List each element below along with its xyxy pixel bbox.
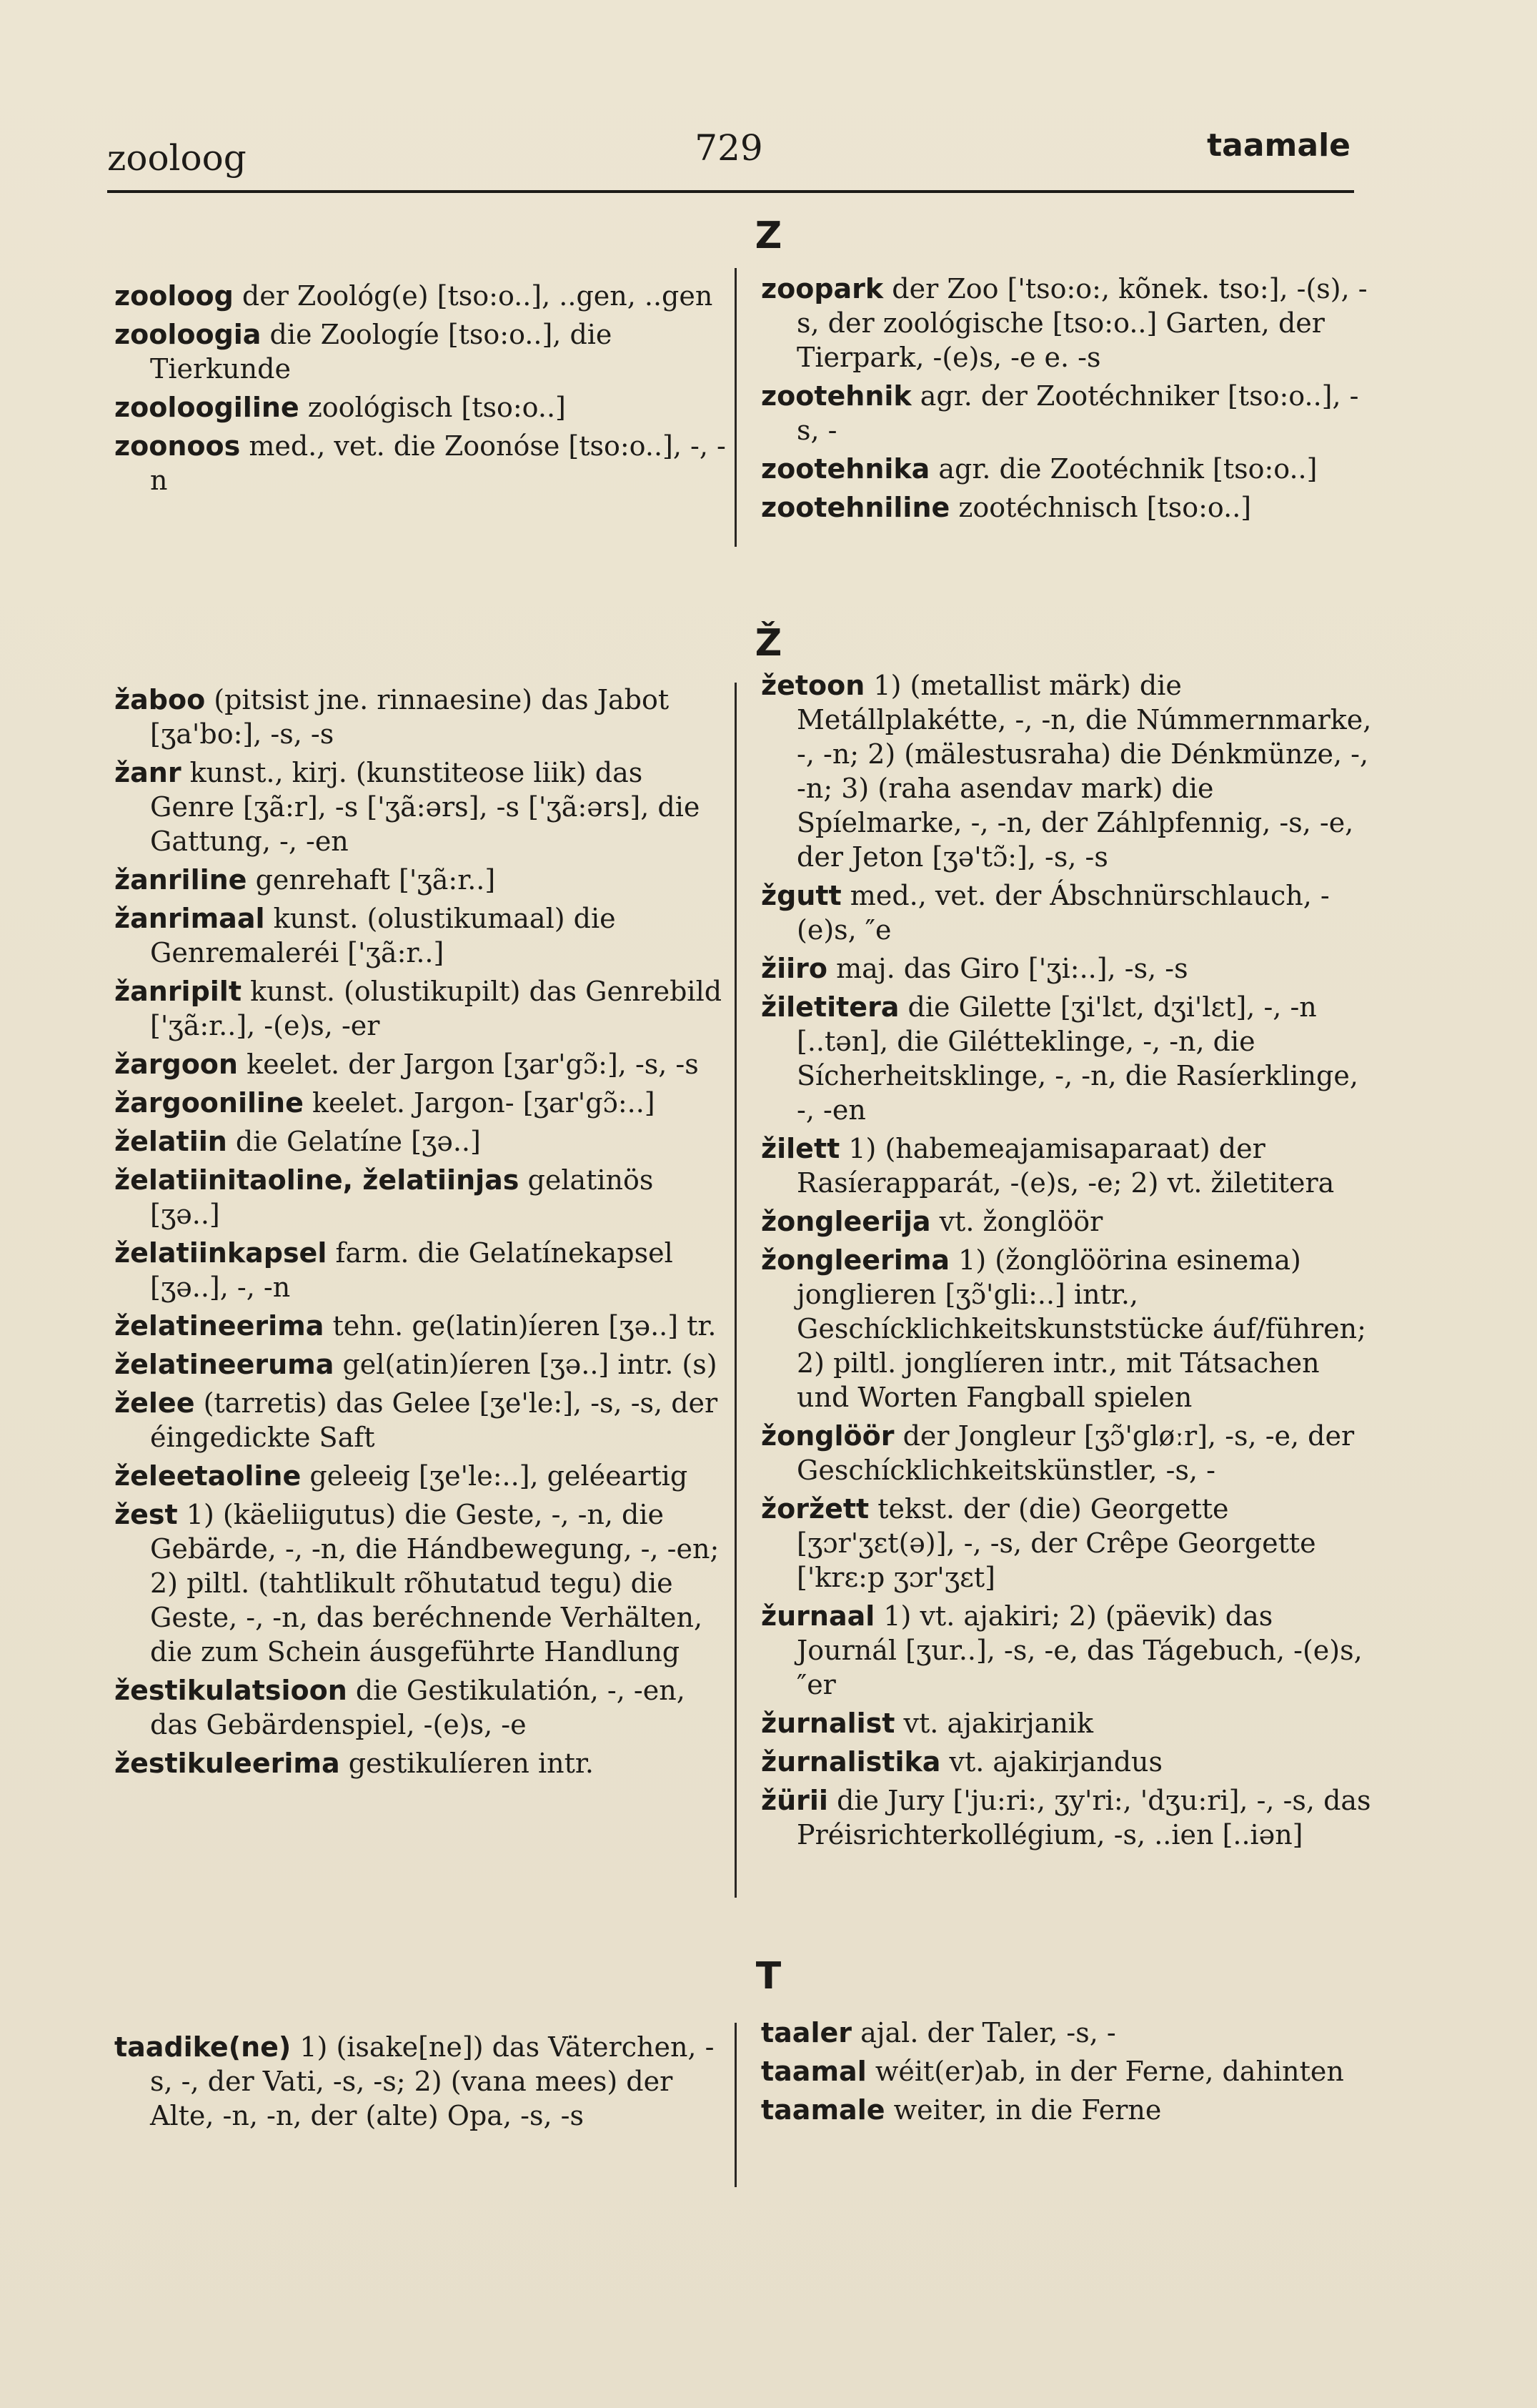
column-divider	[735, 268, 737, 547]
headword: zootehniline	[761, 492, 950, 523]
entry	[761, 1706, 1376, 1740]
entry	[761, 379, 1376, 447]
definition: gestikulíeren intr.	[348, 1748, 594, 1779]
definition: keelet. Jargon- [ʒar'gɔ̃:..]	[312, 1087, 655, 1119]
entry	[761, 951, 1376, 986]
entry	[761, 1783, 1376, 1852]
definition: agr. die Zootéchnik [tso:o..]	[938, 453, 1318, 485]
running-head	[107, 127, 1351, 184]
headword: želeetaoline	[114, 1460, 302, 1492]
definition: vt. žonglöör	[939, 1206, 1103, 1237]
definition: kunst. (olustikumaal) die Genremaleréi ['ʒã:r..]	[150, 903, 616, 968]
headword: taamale	[761, 2094, 885, 2126]
headword: taamal	[761, 2056, 867, 2087]
definition: zootéchnisch [tso:o..]	[958, 492, 1252, 523]
entry	[114, 1347, 729, 1382]
entry	[761, 1419, 1376, 1487]
headword: zooloogiline	[114, 392, 299, 423]
headword: zootehnika	[761, 453, 930, 485]
definition: gel(atin)íeren [ʒə..] intr. (s)	[342, 1349, 717, 1380]
headword: želatiinitaoline, želatiinjas	[114, 1164, 519, 1196]
definition: farm. die Gelatínekapsel [ʒə..], -, -n	[150, 1237, 673, 1303]
header-rule	[107, 190, 1354, 193]
section-zcaron-left-column	[114, 683, 729, 1785]
definition: vt. ajakirjanik	[903, 1708, 1093, 1739]
headword: žiletitera	[761, 991, 900, 1023]
entry	[114, 2030, 729, 2133]
headword: žilett	[761, 1133, 840, 1164]
entry	[114, 390, 729, 425]
entry	[761, 272, 1376, 375]
headword: žgutt	[761, 880, 842, 911]
headword: žongleerija	[761, 1206, 931, 1237]
definition: 1) (habemeajamisaparaat) der Rasíerapparát, -(e)s, -e; 2) vt. žiletitera	[797, 1133, 1335, 1199]
entry	[761, 1492, 1376, 1595]
entry	[761, 1131, 1376, 1200]
entry	[761, 1599, 1376, 1702]
headword: žestikulatsioon	[114, 1675, 347, 1706]
entry	[114, 1086, 729, 1120]
headword: zoopark	[761, 273, 884, 304]
entry	[114, 974, 729, 1043]
headword: zootehnik	[761, 380, 912, 412]
section-letter-t: T	[755, 1955, 782, 1998]
entry	[761, 1204, 1376, 1239]
definition: der Zoo ['tso:o:, kõnek. tso:], -(s), -s, der zoológische [tso:o..] Garten, der Tierpark, -(e)s, -e e. -s	[797, 273, 1368, 373]
column-divider	[735, 2023, 737, 2187]
headword: žongleerima	[761, 1244, 950, 1276]
entry	[761, 452, 1376, 486]
headword: zoonoos	[114, 430, 241, 462]
definition: der Jongleur [ʒɔ̃'gløːr], -s, -e, der Geschícklichkeitskünstler, -s, -	[797, 1420, 1355, 1486]
entry	[114, 1746, 729, 1780]
headword: žiiro	[761, 953, 828, 984]
headword: žaboo	[114, 684, 206, 715]
entry	[114, 1673, 729, 1742]
entry	[114, 901, 729, 970]
headword: želatiinkapsel	[114, 1237, 327, 1269]
definition: der Zoológ(e) [tso:o..], ..gen, ..gen	[242, 280, 713, 312]
headword: žanr	[114, 757, 181, 788]
entry	[114, 279, 729, 313]
page-number: 729	[695, 127, 763, 169]
entry	[761, 2016, 1376, 2050]
entry	[114, 1163, 729, 1232]
entry	[761, 668, 1376, 874]
definition: kunst. (olustikupilt) das Genrebild ['ʒã:r..], -(e)s, -er	[150, 976, 722, 1041]
definition: wéit(er)ab, in der Ferne, dahinten	[875, 2056, 1344, 2087]
entry	[114, 429, 729, 497]
section-z-right-column	[761, 272, 1376, 529]
headword: žurnalistika	[761, 1746, 941, 1778]
entry	[114, 755, 729, 858]
definition: weiter, in die Ferne	[893, 2094, 1162, 2126]
definition: die Gelatíne [ʒə..]	[235, 1126, 481, 1157]
headword: zooloogia	[114, 319, 262, 350]
headword: žargooniline	[114, 1087, 304, 1119]
headword: žest	[114, 1499, 178, 1530]
definition: (tarretis) das Gelee [ʒe'le:], -s, -s, der éingedickte Saft	[150, 1387, 718, 1453]
definition: 1) (käeliigutus) die Geste, -, -n, die Gebärde, -, -n, die Hándbewegung, -, -en; 2) piltl. (tahtlikult rõhutatud tegu) die Geste, -, -n, das beréchnende Verhälten, die zum Schein áusgeführte Handlung	[150, 1499, 720, 1668]
definition: agr. der Zootéchniker [tso:o..], -s, -	[797, 380, 1359, 446]
entry	[761, 1745, 1376, 1779]
definition: zoológisch [tso:o..]	[307, 392, 566, 423]
entry	[114, 1236, 729, 1304]
definition: vt. ajakirjandus	[949, 1746, 1163, 1778]
entry	[761, 490, 1376, 525]
headword: žürii	[761, 1785, 828, 1816]
entry	[761, 2054, 1376, 2089]
headword: želatineerima	[114, 1310, 324, 1342]
section-t-right-column	[761, 2016, 1376, 2131]
headword: žanrimaal	[114, 903, 265, 934]
entry	[761, 878, 1376, 947]
definition: med., vet. der Ábschnürschlauch, -(e)s, ″e	[797, 880, 1330, 946]
definition: genrehaft ['ʒã:r..]	[255, 864, 496, 896]
definition: kunst., kirj. (kunstiteose liik) das Genre [ʒã:r], -s ['ʒã:ərs], -s ['ʒã:ərs], die Gattung, -, -en	[150, 757, 700, 857]
definition: gelatinös [ʒə..]	[150, 1164, 654, 1230]
headword: žonglöör	[761, 1420, 895, 1452]
column-divider	[735, 683, 737, 1898]
entry	[761, 1243, 1376, 1414]
definition: tehn. ge(latin)íeren [ʒə..] tr.	[332, 1310, 717, 1342]
section-letter-z-caron: Ž	[755, 622, 782, 665]
definition: (pitsist jne. rinnaesine) das Jabot [ʒa'bo:], -s, -s	[150, 684, 670, 750]
definition: 1) (žonglöörina esinema) jonglieren [ʒɔ̃'gli:..] intr., Geschícklichkeitskunststücke áuf/führen; 2) piltl. jonglíeren intr., mit Tátsachen und Worten Fangball spielen	[797, 1244, 1366, 1413]
headword: želatiin	[114, 1126, 227, 1157]
section-z-left-column	[114, 279, 729, 502]
header-right-guideword: taamale	[1207, 127, 1351, 164]
entry	[114, 1386, 729, 1455]
headword: žargoon	[114, 1049, 238, 1080]
headword: taadike(ne)	[114, 2031, 292, 2063]
definition: maj. das Giro ['ʒi:..], -s, -s	[836, 953, 1188, 984]
headword: taaler	[761, 2017, 852, 2048]
header-left-guideword: zooloog	[107, 137, 247, 179]
section-letter-z: Z	[755, 214, 782, 257]
entry	[114, 1497, 729, 1669]
definition: die Jury ['ju:ri:, ʒy'ri:, 'dʒu:ri], -, -s, das Préisrichterkollégium, -s, ..ien [..iən]	[797, 1785, 1371, 1850]
entry	[114, 1047, 729, 1081]
entry	[761, 2093, 1376, 2127]
entry	[114, 317, 729, 386]
definition: die Zoologíe [tso:o..], die Tierkunde	[150, 319, 612, 385]
section-zcaron-right-column	[761, 668, 1376, 1856]
entry	[114, 683, 729, 751]
headword: žestikuleerima	[114, 1748, 340, 1779]
entry	[114, 863, 729, 897]
definition: 1) (isake[ne]) das Väterchen, -s, -, der Vati, -s, -s; 2) (vana mees) der Alte, -n, -n, der (alte) Opa, -s, -s	[150, 2031, 715, 2131]
definition: die Gestikulatión, -, -en, das Gebärdenspiel, -(e)s, -e	[150, 1675, 685, 1740]
headword: žanriline	[114, 864, 247, 896]
headword: žetoon	[761, 670, 865, 701]
headword: žanripilt	[114, 976, 242, 1007]
definition: 1) (metallist märk) die Metállplakétte, -, -n, die Númmernmarke, -, -n; 2) (mälestusraha) die Dénkmünze, -, -n; 3) (raha asendav mark) die Spíelmarke, -, -n, der Záhlpfennig, -s, -e, der Jeton [ʒə'tɔ̃:], -s, -s	[797, 670, 1372, 873]
definition: die Gilette [ʒi'lɛt, dʒi'lɛt], -, -n [..tən], die Gilétteklinge, -, -n, die Sícherheitsklinge, -, -n, die Rasíerklinge, -, -en	[797, 991, 1358, 1126]
headword: žoržett	[761, 1493, 870, 1525]
definition: geleeig [ʒe'le:..], geléeartig	[309, 1460, 688, 1492]
headword: zooloog	[114, 280, 234, 312]
section-t-left-column	[114, 2030, 729, 2137]
entry	[114, 1459, 729, 1493]
entry	[761, 990, 1376, 1127]
headword: želee	[114, 1387, 195, 1419]
definition: keelet. der Jargon [ʒar'gɔ̃:], -s, -s	[247, 1049, 699, 1080]
headword: žurnaal	[761, 1600, 875, 1632]
headword: žurnalist	[761, 1708, 895, 1739]
definition: ajal. der Taler, -s, -	[860, 2017, 1116, 2048]
headword: želatineeruma	[114, 1349, 334, 1380]
entry	[114, 1124, 729, 1159]
definition: tekst. der (die) Georgette [ʒɔr'ʒɛt(ə)], -, -s, der Crêpe Georgette ['krɛ:p ʒɔr'ʒɛt]	[797, 1493, 1316, 1593]
definition: med., vet. die Zoonóse [tso:o..], -, -n	[150, 430, 726, 496]
definition: 1) vt. ajakiri; 2) (päevik) das Journál [ʒur..], -s, -e, das Tágebuch, -(e)s, ″er	[797, 1600, 1363, 1700]
entry	[114, 1309, 729, 1343]
